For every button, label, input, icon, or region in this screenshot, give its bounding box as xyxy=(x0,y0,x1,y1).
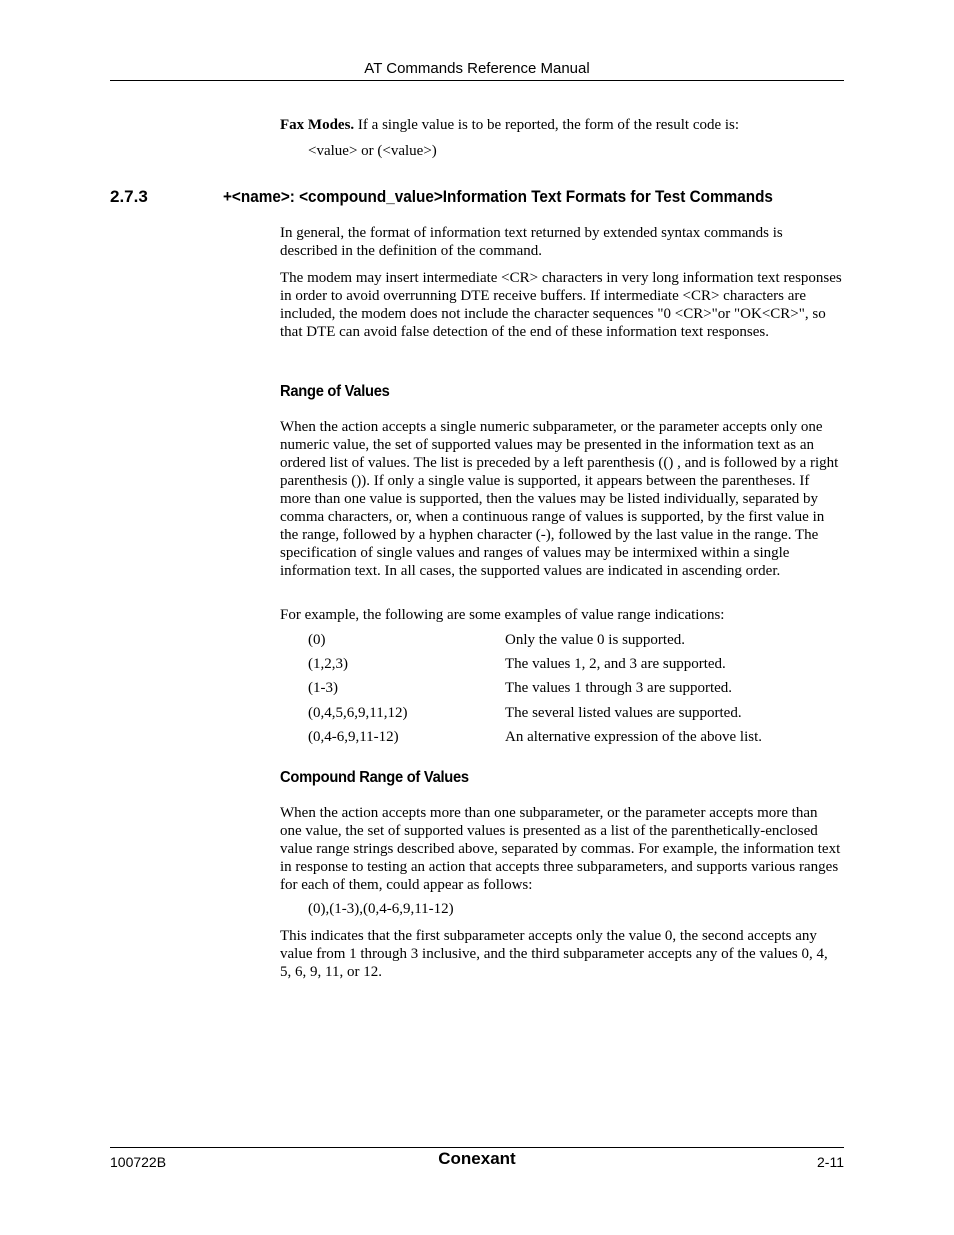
example-meaning: The values 1 through 3 are supported. xyxy=(505,680,733,696)
section-number: 2.7.3 xyxy=(110,187,148,206)
examples-intro: For example, the following are some examples of value range indications: xyxy=(280,607,725,623)
running-header: AT Commands Reference Manual xyxy=(364,60,590,77)
header-rule xyxy=(110,80,844,81)
section-paragraph-2: The modem may insert intermediate <CR> characters in very long information text responses in order to avoid overrunning DTE receive buffers. If intermediate <CR> characters are included, the modem does not include the character sequences "0 <CR>"or "OK<CR>", so that DTE can avoid false detection of the end of these information text responses. xyxy=(280,270,842,340)
fax-modes-text: If a single value is to be reported, the form of the result code is: xyxy=(354,117,740,133)
example-value: (1-3) xyxy=(308,680,338,696)
fax-modes-paragraph xyxy=(280,116,842,134)
example-meaning: An alternative expression of the above list. xyxy=(505,729,763,745)
example-meaning: The values 1, 2, and 3 are supported. xyxy=(505,656,726,672)
fax-modes-lead: Fax Modes. xyxy=(280,117,355,133)
page-number: 2-11 xyxy=(817,1154,844,1170)
example-value: (0,4-6,9,11-12) xyxy=(308,729,399,745)
compound-range-heading: Compound Range of Values xyxy=(280,769,469,786)
company-name: Conexant xyxy=(438,1149,516,1168)
section-title: +<name>: <compound_value>Information Text Formats for Test Commands xyxy=(223,187,773,206)
example-value: (0) xyxy=(308,632,326,648)
fax-modes-form: <value> or (<value>) xyxy=(308,143,437,159)
range-of-values-paragraph: When the action accepts a single numeric subparameter, or the parameter accepts only one numeric value, the set of supported values may be presented in the information text as an ordered list of values. The list is preceded by a left parenthesis (() , and is followed by a right parenthesis ()). If only a single value is supported, it appears between the parentheses. If more than one value is supported, then the values may be listed individually, separated by comma characters, or, when a continuous range of values is supported, by the first value in the range, followed by a hyphen character (-), followed by the last value in the range. The specification of single values and ranges of values may be intermixed within a single information text. In all cases, the supported values are indicated in ascending order. xyxy=(280,419,839,579)
section-paragraph-1: In general, the format of information text returned by extended syntax commands is described in the definition of the command. xyxy=(280,225,783,259)
example-meaning: The several listed values are supported. xyxy=(505,705,742,721)
document-number: 100722B xyxy=(110,1154,167,1170)
compound-range-example: (0),(1-3),(0,4-6,9,11-12) xyxy=(308,901,454,917)
example-value: (0,4,5,6,9,11,12) xyxy=(308,705,408,721)
compound-range-paragraph: When the action accepts more than one subparameter, or the parameter accepts more than one value, the set of supported values is presented as a list of the parenthetically-enclosed value range strings described above, separated by commas. For example, the information text in response to testing an action that accepts three subparameters, and supports various ranges for each of them, could appear as follows: xyxy=(280,805,841,893)
example-meaning: Only the value 0 is supported. xyxy=(505,632,685,648)
footer-rule xyxy=(110,1147,844,1148)
compound-range-conclusion: This indicates that the first subparameter accepts only the value 0, the second accepts any value from 1 through 3 inclusive, and the third subparameter accepts any of the values 0, 4, 5, 6, 9, 11, or 12. xyxy=(280,928,828,980)
example-value: (1,2,3) xyxy=(308,656,348,672)
range-of-values-heading: Range of Values xyxy=(280,383,390,400)
